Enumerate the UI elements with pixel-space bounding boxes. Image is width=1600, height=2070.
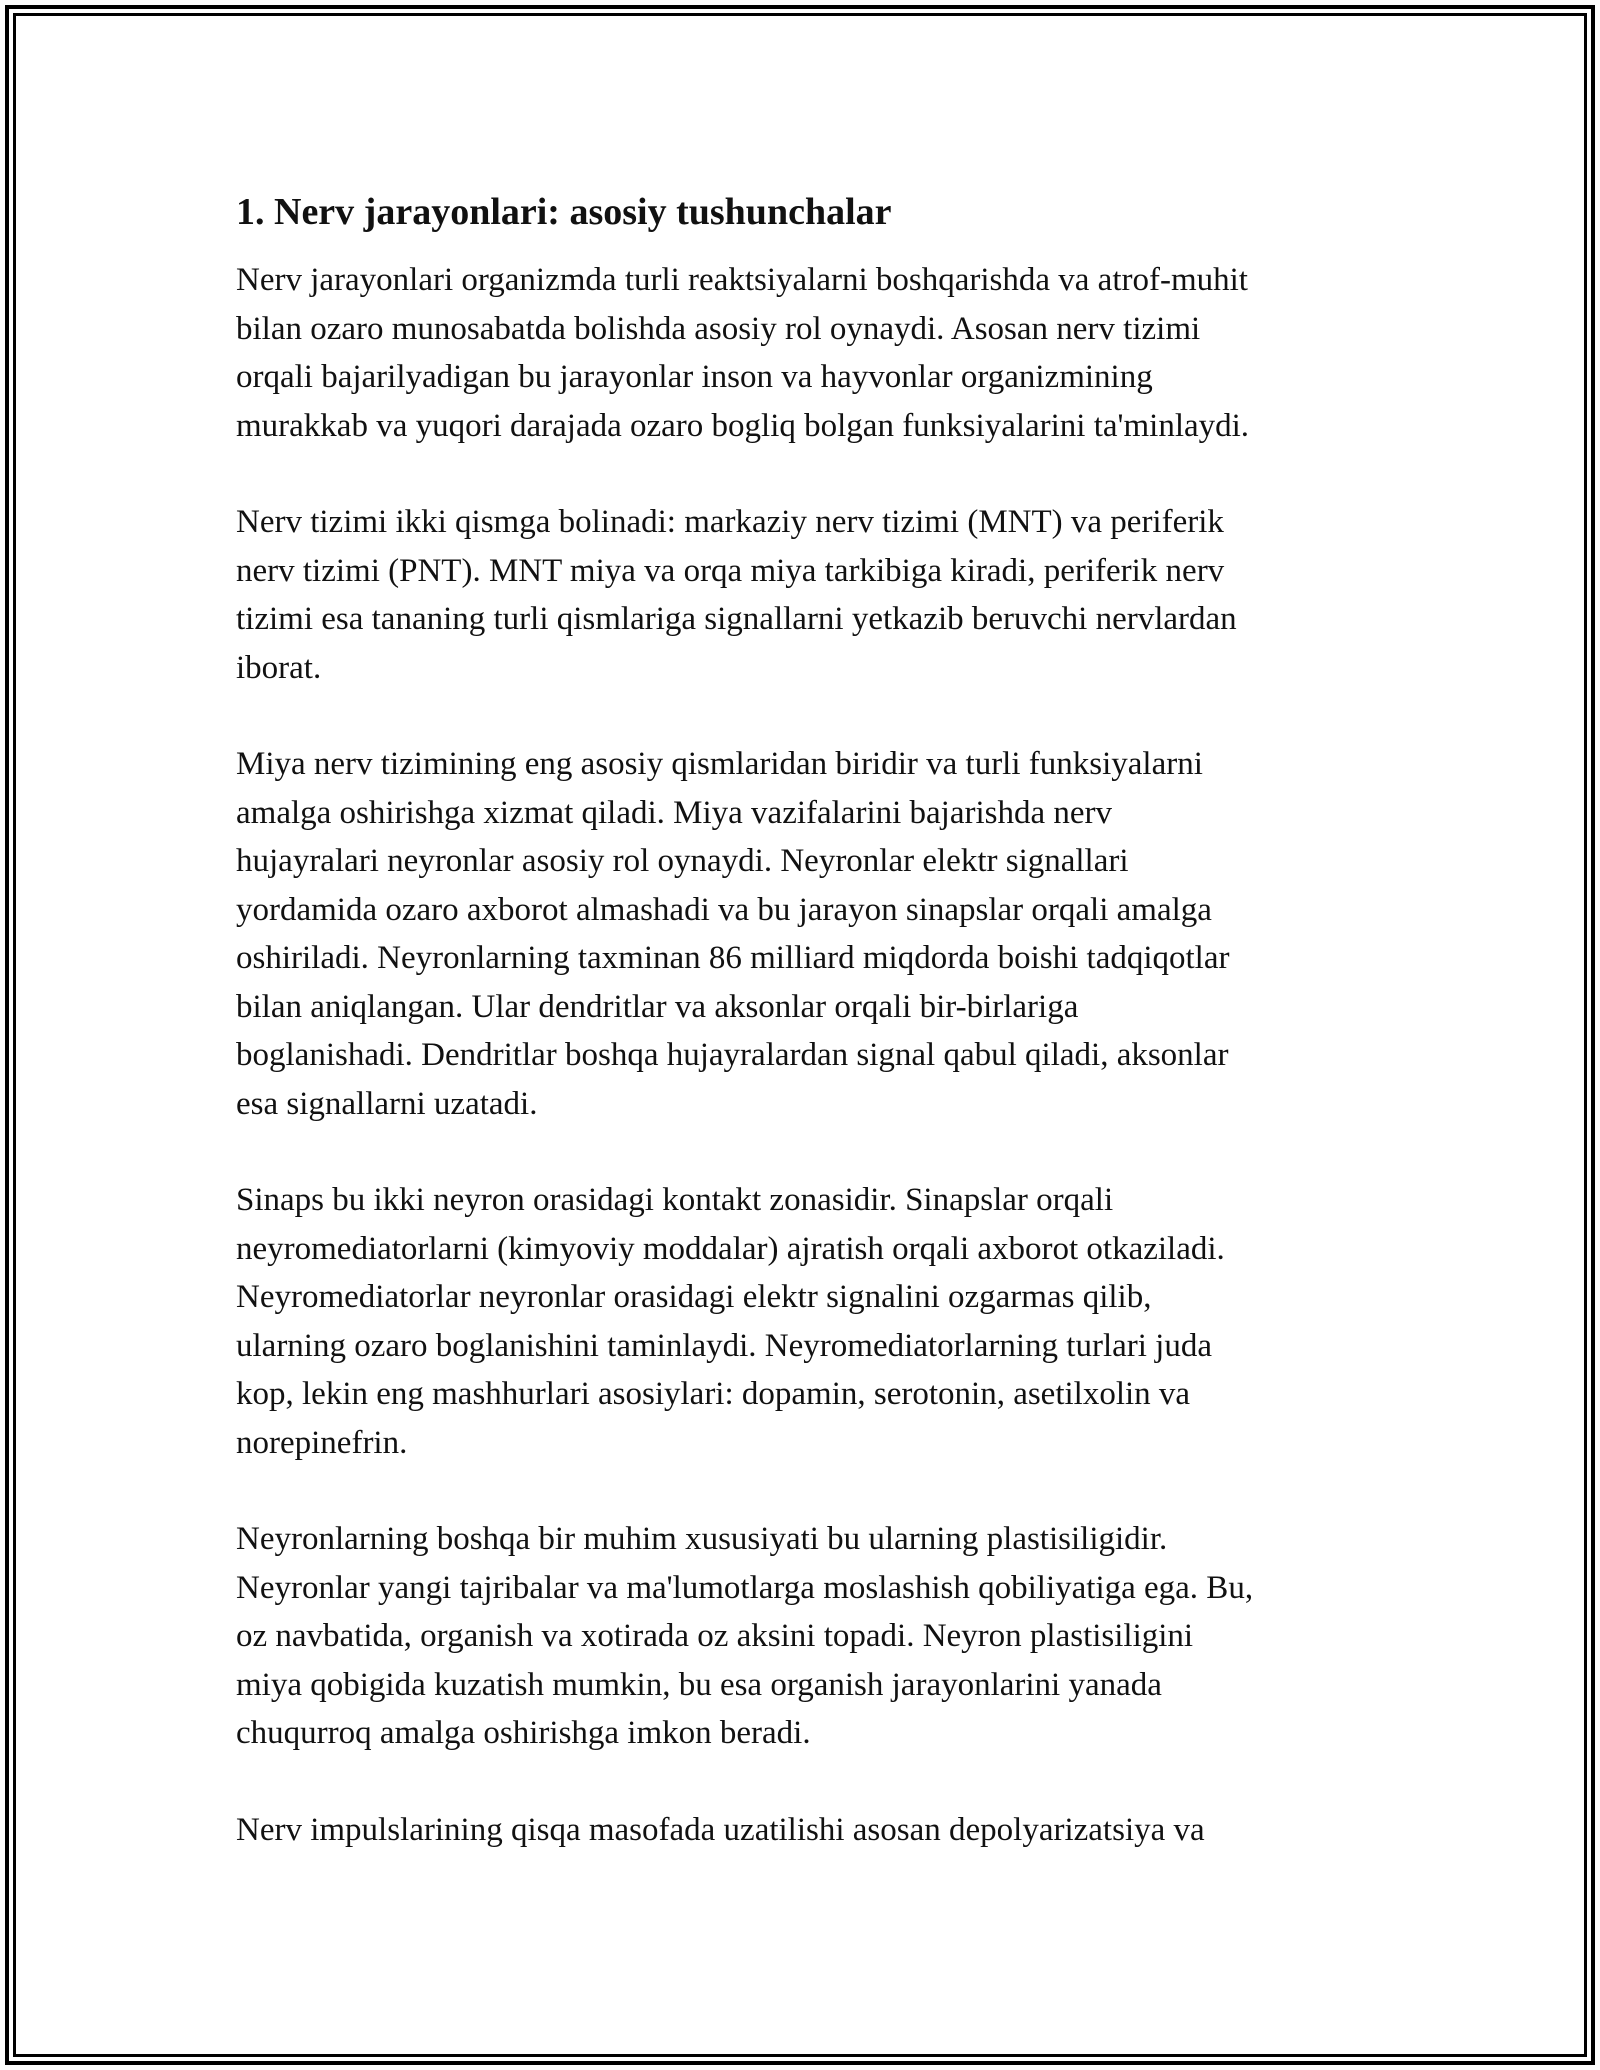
paragraph-plasticity: Neyronlarning boshqa bir muhim xususiyati bu ularning plastisiligidir. Neyronlar yangi tajribalar va ma'lumotlarga moslashish qobiliyatiga ega. Bu, oz navbatida, organish va xotirada oz aksini topadi. Neyron plastisiligini miya qobigida kuzatish mumkin, bu esa organish jarayonlarini yanada chuqurroq amalga oshirishga imkon beradi. <box>236 1521 1254 1751</box>
paragraph-intro: Nerv jarayonlari organizmda turli reaktsiyalarni boshqarishda va atrof-muhit bilan ozaro munosabatda bolishda asosiy rol oynaydi. Asosan nerv tizimi orqali bajarilyadigan bu jarayonlar inson va hayvonlar organizmining murakkab va yuqori darajada ozaro bogliq bolgan funksiyalarini ta'minlaydi. <box>236 262 1250 444</box>
paragraph-synapse: Sinaps bu ikki neyron orasidagi kontakt zonasidir. Sinapslar orqali neyromediatorlarni (kimyoviy moddalar) ajratish orqali axborot otkaziladi. Neyromediatorlar neyronlar orasidagi elektr signalini ozgarmas qilib, ularning ozaro boglanishini taminlaydi. Neyromediatorlarning turlari juda kop, lekin eng mashhurlari asosiylari: dopamin, serotonin, asetilxolin va norepinefrin. <box>236 1182 1225 1461</box>
paragraph-nervous-system-parts: Nerv tizimi ikki qismga bolinadi: markaziy nerv tizimi (MNT) va periferik nerv tizimi (PNT). MNT miya va orqa miya tarkibiga kiradi, periferik nerv tizimi esa tananing turli qismlariga signallarni yetkazib beruvchi nervlardan iborat. <box>236 504 1237 686</box>
document-body <box>236 188 1386 1902</box>
section-heading: 1. Nerv jarayonlari: asosiy tushunchalar <box>236 191 892 233</box>
paragraph-brain-neurons: Miya nerv tizimining eng asosiy qismlaridan biridir va turli funksiyalarni amalga oshirishga xizmat qiladi. Miya vazifalarini bajarishda nerv hujayralari neyronlar asosiy rol oynaydi. Neyronlar elektr signallari yordamida ozaro axborot almashadi va bu jarayon sinapslar orqali amalga oshiriladi. Neyronlarning taxminan 86 milliard miqdorda boishi tadqiqotlar bilan aniqlangan. Ular dendritlar va aksonlar orqali bir-birlariga boglanishadi. Dendritlar boshqa hujayralardan signal qabul qiladi, aksonlar esa signallarni uzatadi. <box>236 746 1230 1122</box>
paragraph-nerve-impulses: Nerv impulslarining qisqa masofada uzatilishi asosan depolyarizatsiya va <box>236 1811 1205 1848</box>
